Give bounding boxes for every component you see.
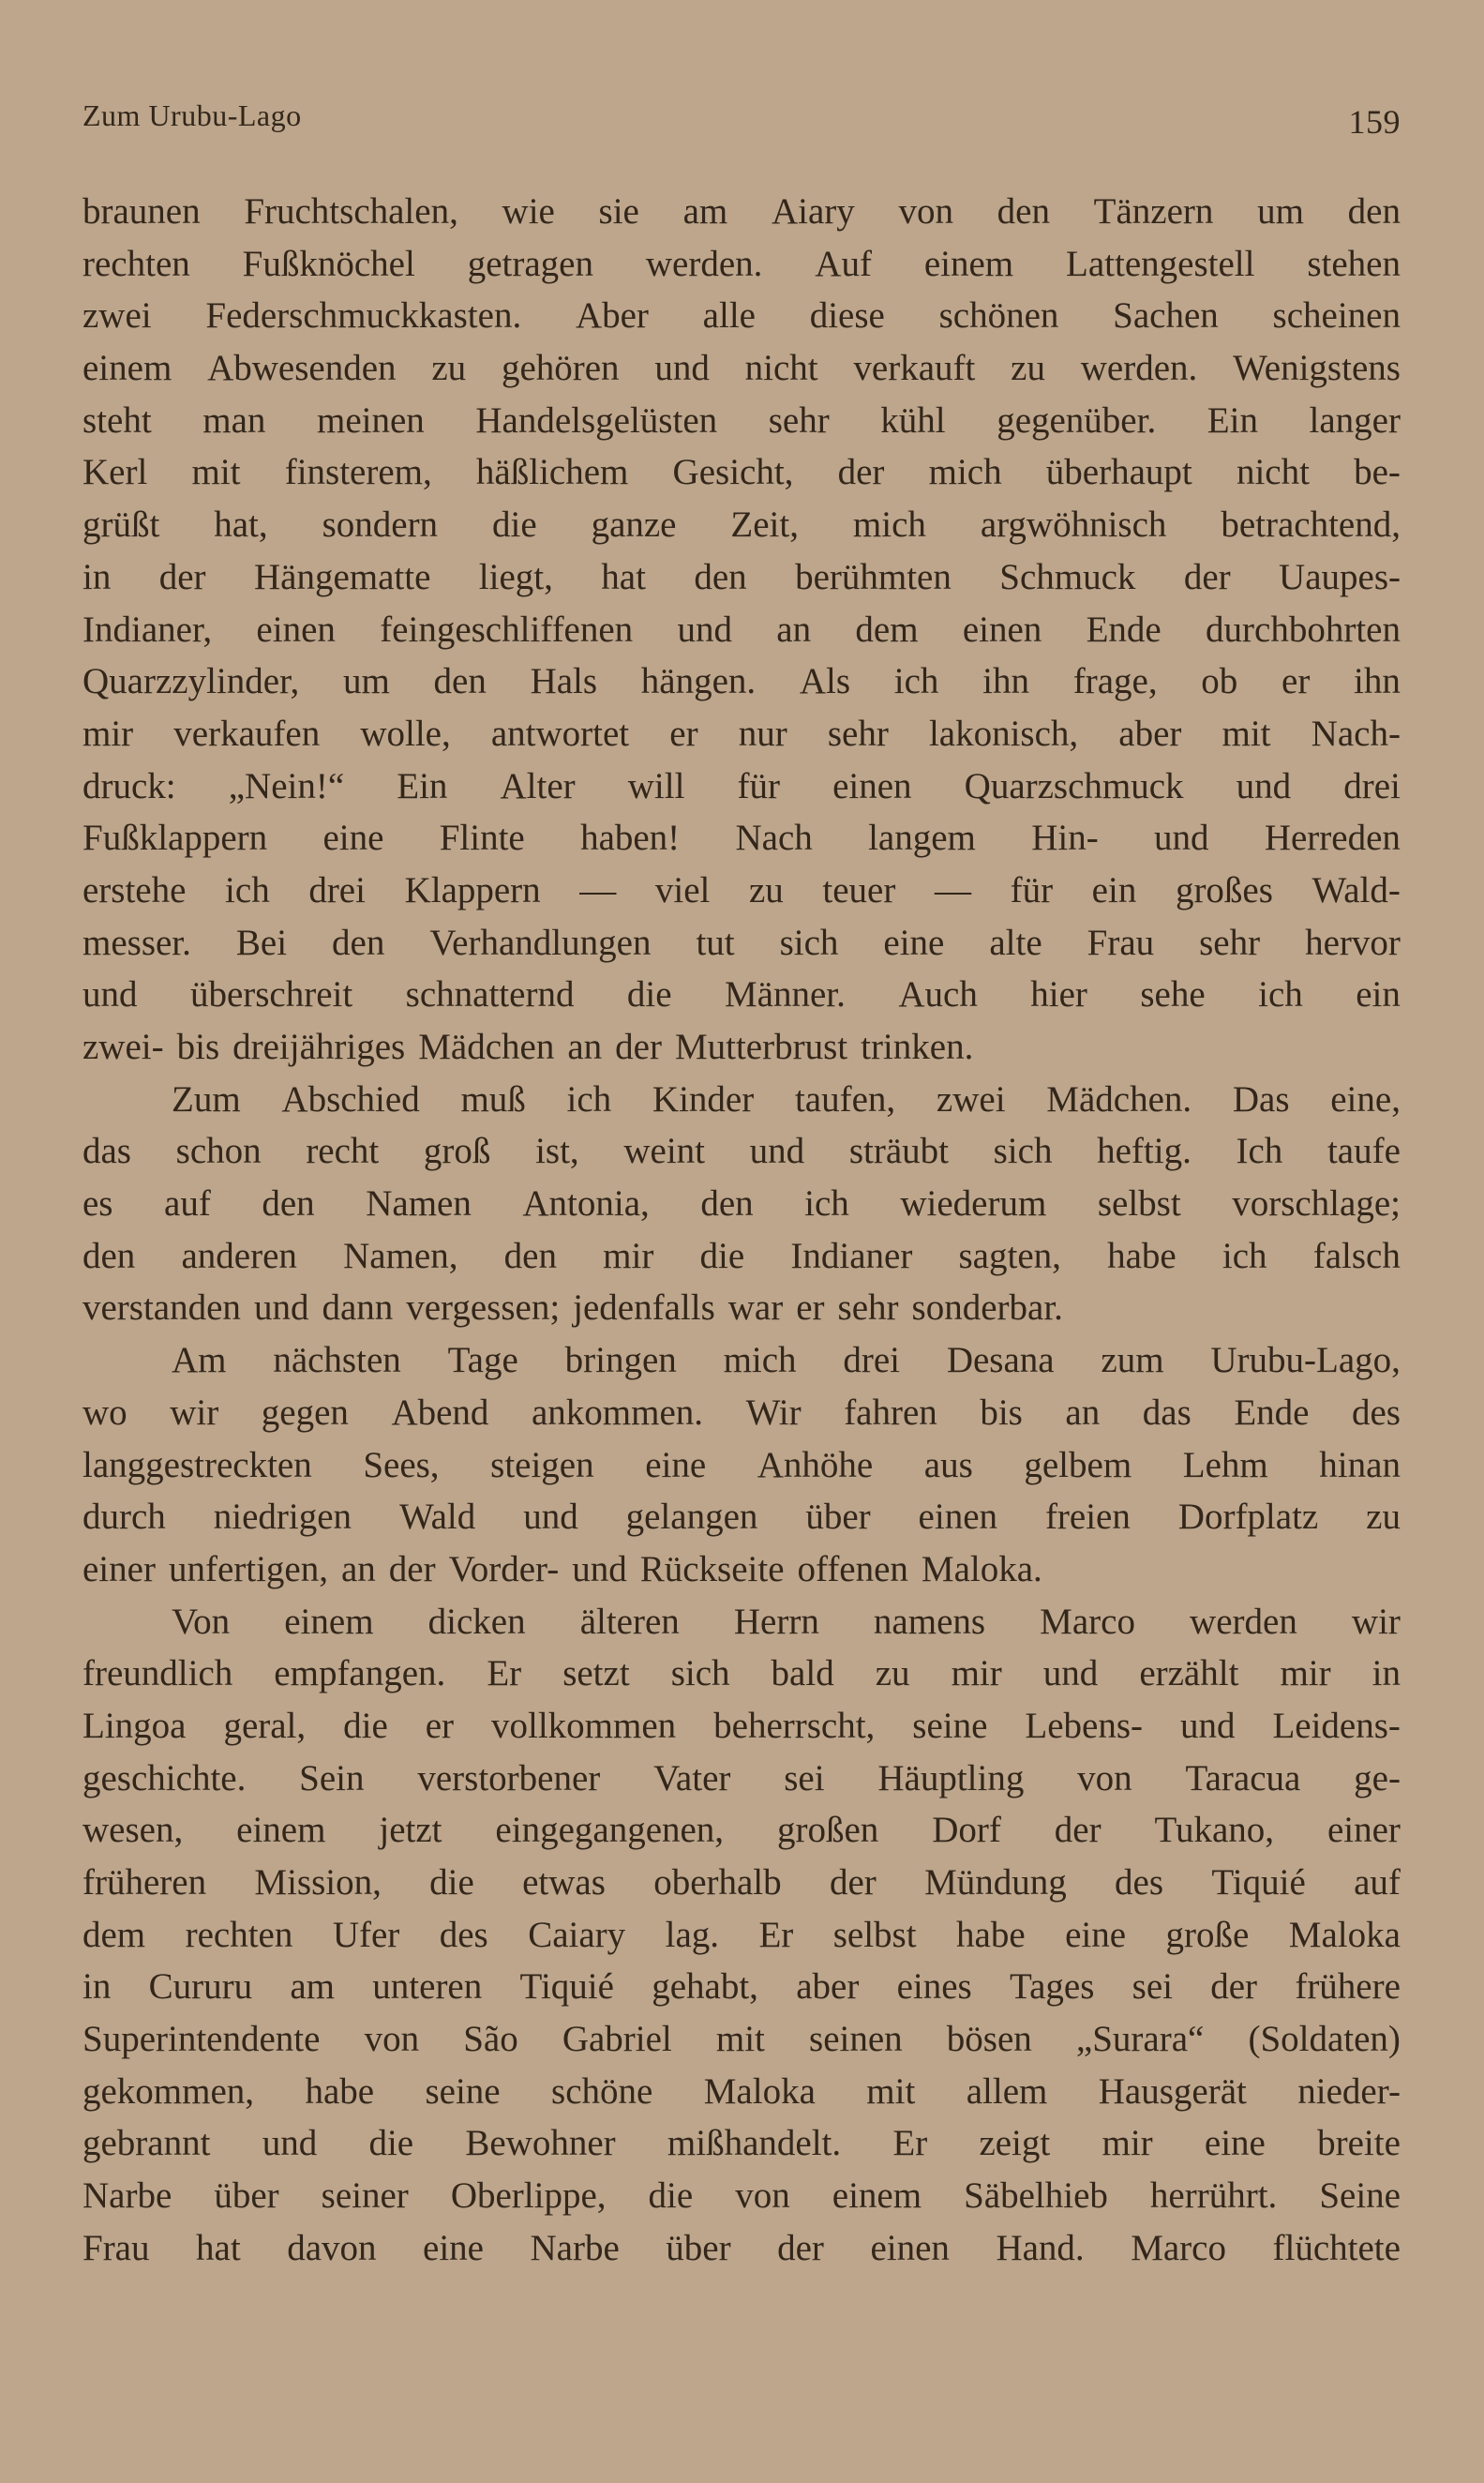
text-line: den anderen Namen, den mir die Indianer sagten, habe ich falsch xyxy=(82,1235,1401,1276)
text-line: gekommen, habe seine schöne Maloka mit allem Hausgerät nieder- xyxy=(82,2070,1401,2112)
body-text xyxy=(82,186,1401,2275)
text-line: verstanden und dann vergessen; jedenfalls war er sehr sonderbar. xyxy=(82,1287,1063,1329)
text-line: dem rechten Ufer des Caiary lag. Er selbst habe eine große Maloka xyxy=(82,1914,1401,1955)
text-line: wo wir gegen Abend ankommen. Wir fahren bis an das Ende des xyxy=(82,1392,1401,1433)
text-line: Frau hat davon eine Narbe über der einen Hand. Marco flüchtete xyxy=(82,2227,1401,2268)
text-line: Lingoa geral, die er vollkommen beherrscht, seine Lebens- und Leidens- xyxy=(82,1705,1401,1746)
text-line: in der Hängematte liegt, hat den berühmten Schmuck der Uaupes- xyxy=(82,556,1401,597)
text-line: Kerl mit finsterem, häßlichem Gesicht, der mich überhaupt nicht be- xyxy=(82,452,1401,493)
text-line: Von einem dicken älteren Herrn namens Marco werden wir xyxy=(172,1601,1401,1642)
text-line: das schon recht groß ist, weint und sträubt sich heftig. Ich taufe xyxy=(82,1131,1401,1172)
text-line: Quarzzylinder, um den Hals hängen. Als ich ihn frage, ob er ihn xyxy=(82,661,1401,702)
text-line: rechten Fußknöchel getragen werden. Auf einem Lattengestell stehen xyxy=(82,243,1401,284)
text-line: Indianer, einen feingeschliffenen und an dem einen Ende durchbohrten xyxy=(82,609,1401,650)
text-line: und überschreit schnatternd die Männer. Auch hier sehe ich ein xyxy=(82,974,1401,1016)
text-line: in Cururu am unteren Tiquié gehabt, aber eines Tages sei der frühere xyxy=(82,1966,1401,2008)
text-line: freundlich empfangen. Er setzt sich bald zu mir und erzählt mir in xyxy=(82,1653,1401,1694)
text-line: Narbe über seiner Oberlippe, die von einem Säbelhieb herrührt. Seine xyxy=(82,2175,1401,2217)
text-line: gebrannt und die Bewohner mißhandelt. Er zeigt mir eine breite xyxy=(82,2123,1401,2164)
text-line: steht man meinen Handelsgelüsten sehr kühl gegenüber. Ein langer xyxy=(82,399,1401,441)
running-title: Zum Urubu-Lago xyxy=(82,98,302,132)
text-line: zwei Federschmuckkasten. Aber alle diese schönen Sachen scheinen xyxy=(82,295,1401,337)
text-line: braunen Fruchtschalen, wie sie am Aiary von den Tänzern um den xyxy=(82,191,1401,232)
text-line: Fußklappern eine Flinte haben! Nach langem Hin- und Herreden xyxy=(82,818,1401,859)
page-number: 159 xyxy=(1348,103,1401,141)
text-line: messer. Bei den Verhandlungen tut sich eine alte Frau sehr hervor xyxy=(82,922,1401,963)
text-line: einer unfertigen, an der Vorder- und Rückseite offenen Maloka. xyxy=(82,1548,1042,1589)
text-line: zwei- bis dreijähriges Mädchen an der Mutterbrust trinken. xyxy=(82,1027,974,1067)
text-line: es auf den Namen Antonia, den ich wiederum selbst vorschlage; xyxy=(82,1183,1401,1225)
text-line: druck: „Nein!“ Ein Alter will für einen Quarzschmuck und drei xyxy=(82,765,1401,806)
text-line: Am nächsten Tage bringen mich drei Desana zum Urubu-Lago, xyxy=(172,1340,1401,1381)
text-line: durch niedrigen Wald und gelangen über einen freien Dorfplatz zu xyxy=(82,1497,1401,1538)
text-line: Zum Abschied muß ich Kinder taufen, zwei Mädchen. Das eine, xyxy=(172,1078,1401,1120)
text-line: einem Abwesenden zu gehören und nicht verkauft zu werden. Wenigstens xyxy=(82,348,1401,389)
text-line: mir verkaufen wolle, antwortet er nur sehr lakonisch, aber mit Nach- xyxy=(82,713,1401,754)
text-line: grüßt hat, sondern die ganze Zeit, mich argwöhnisch betrachtend, xyxy=(82,504,1401,546)
text-line: geschichte. Sein verstorbener Vater sei Häuptling von Taracua ge- xyxy=(82,1757,1401,1798)
text-line: wesen, einem jetzt eingegangenen, großen Dorf der Tukano, einer xyxy=(82,1810,1401,1851)
text-line: früheren Mission, die etwas oberhalb der Mündung des Tiquié auf xyxy=(82,1862,1401,1903)
running-head xyxy=(82,98,1401,145)
text-line: erstehe ich drei Klappern — viel zu teuer — für ein großes Wald- xyxy=(82,869,1401,910)
text-line: Superintendente von São Gabriel mit seinen bösen „Surara“ (Soldaten) xyxy=(82,2019,1401,2060)
text-line: langgestreckten Sees, steigen eine Anhöhe aus gelbem Lehm hinan xyxy=(82,1444,1401,1485)
